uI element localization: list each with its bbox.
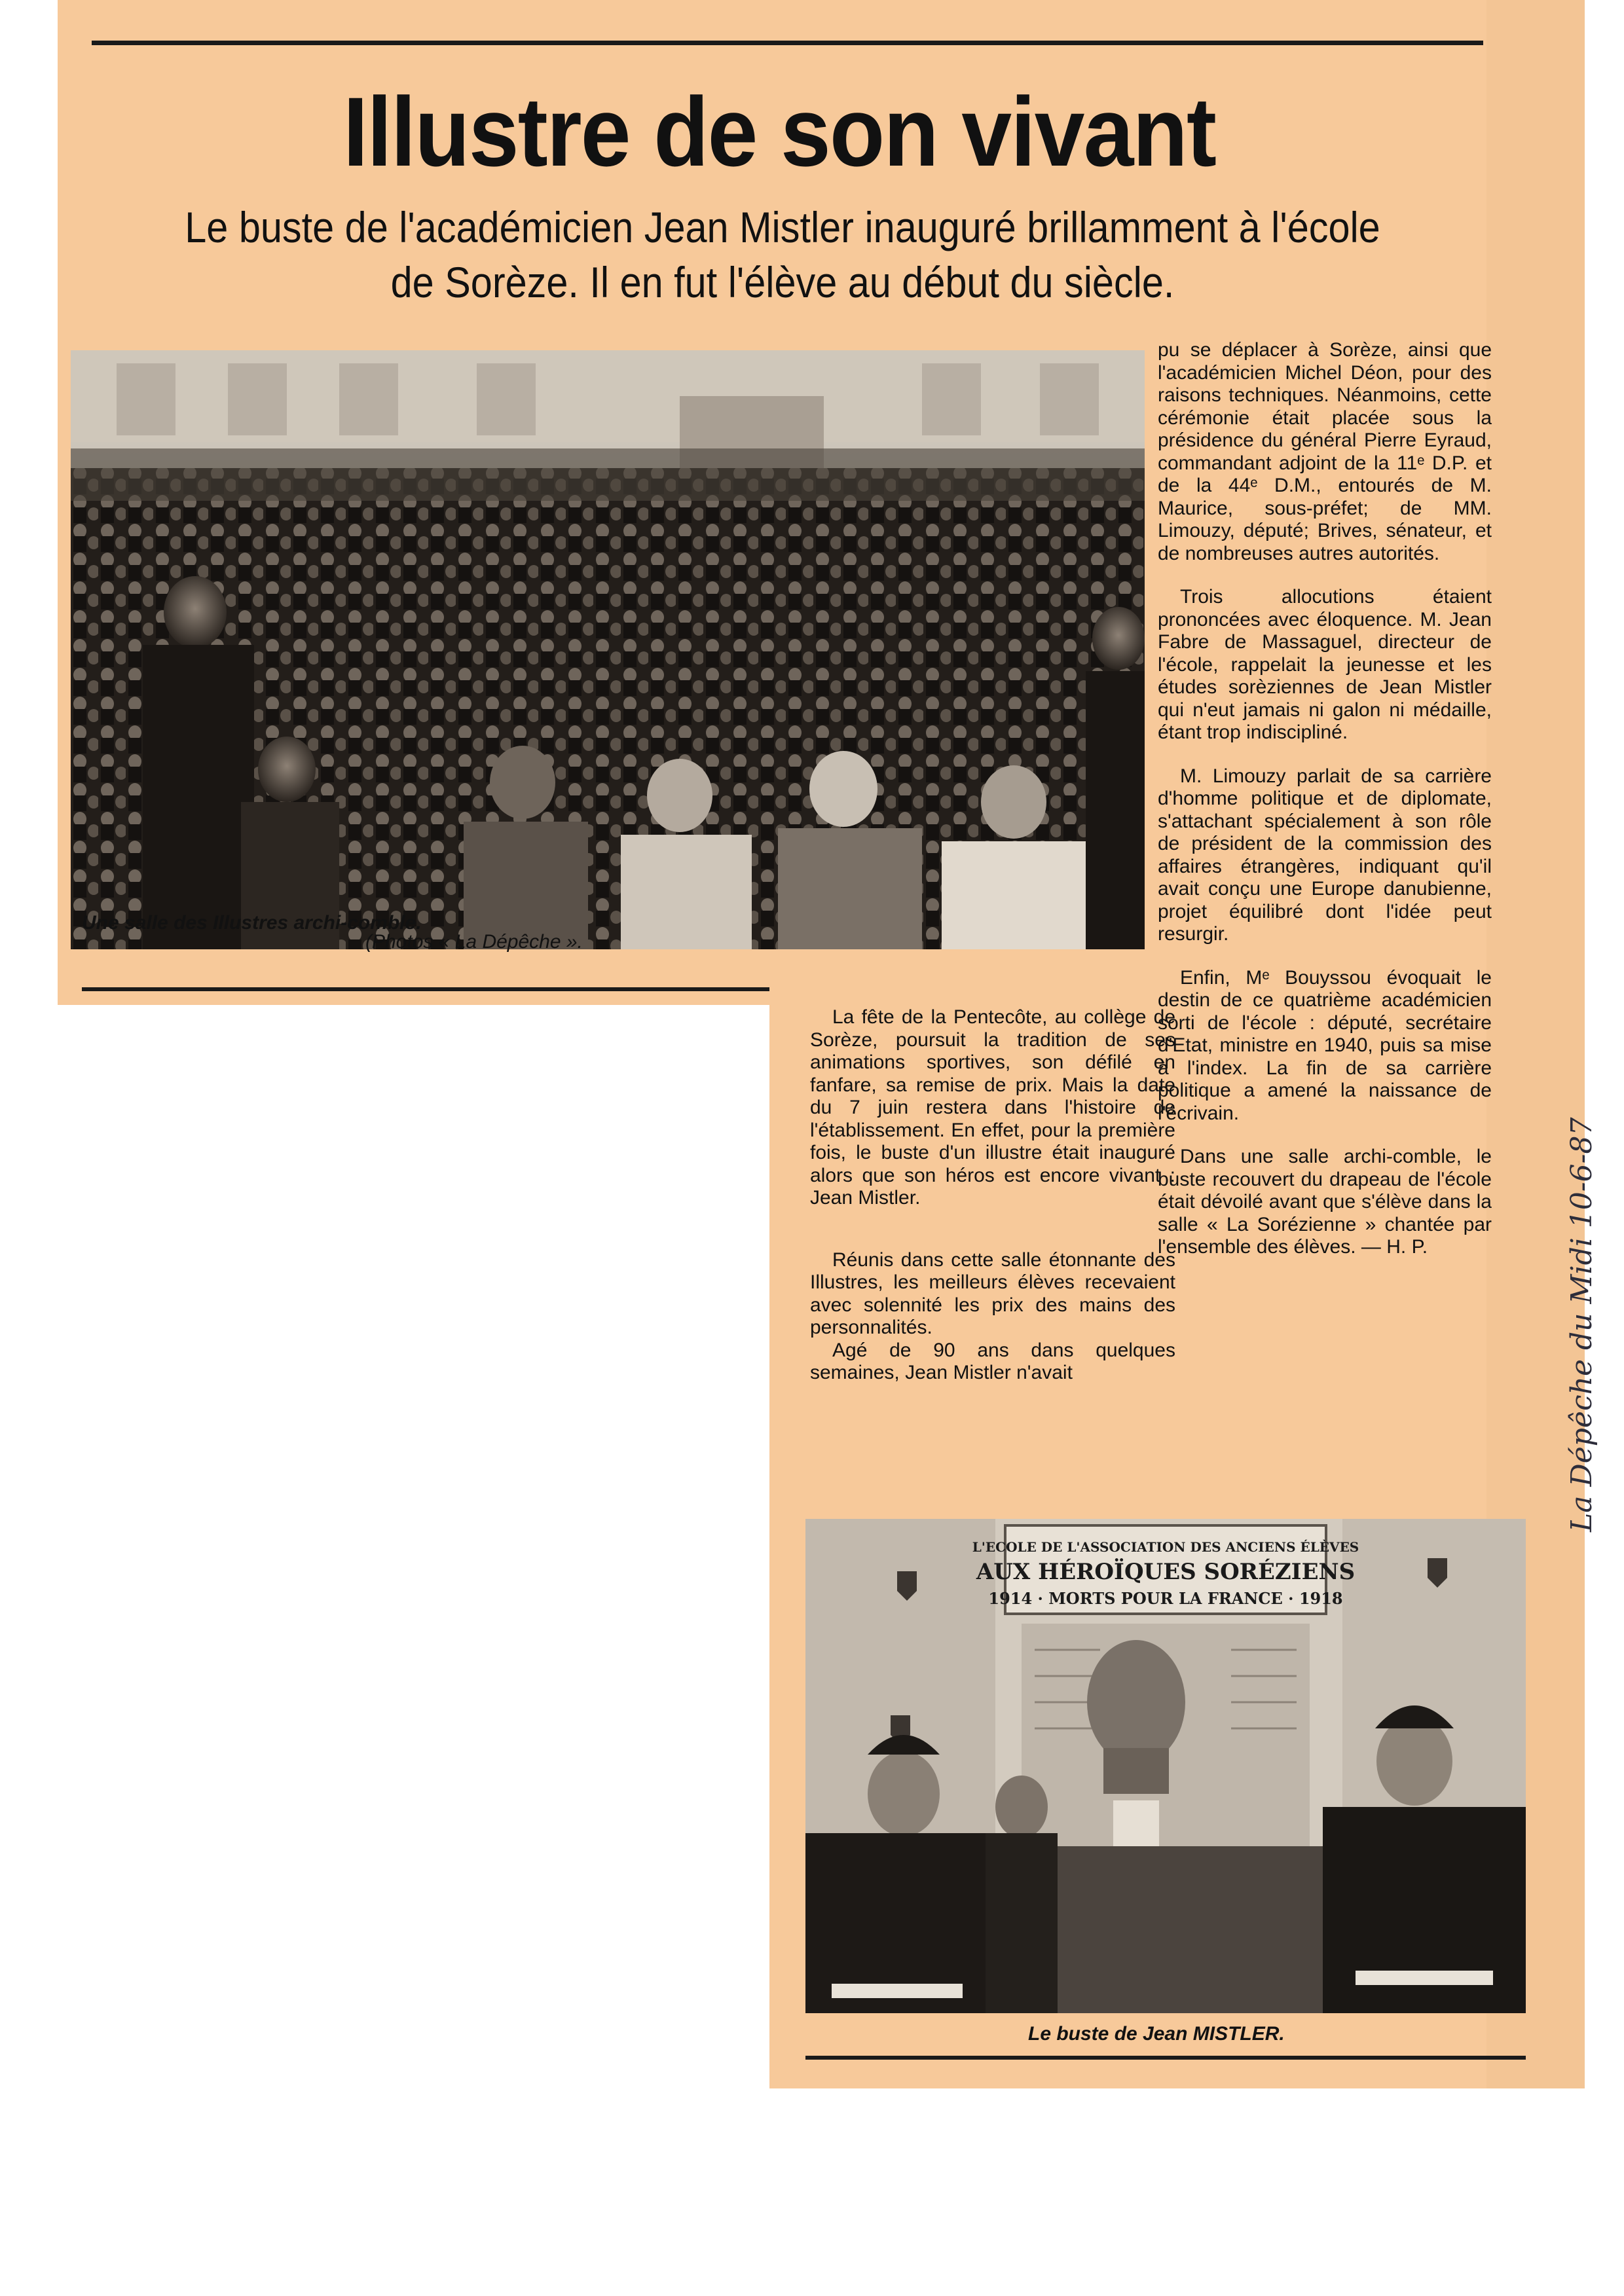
- subheadline: [134, 200, 1431, 310]
- plaque-line-1: L'ECOLE DE L'ASSOCIATION DES ANCIENS ÉLÈVES: [972, 1539, 1359, 1555]
- plaque-line-2: AUX HÉROÏQUES SORÉZIENS: [976, 1559, 1356, 1585]
- left-paragraph-3: Agé de 90 ans dans quelques semaines, Jean Mistler n'avait: [810, 1339, 1175, 1383]
- headline: Illustre de son vivant: [342, 77, 1216, 187]
- handwritten-annotation: La Dépêche du Midi 10-6-87: [1565, 1117, 1598, 1532]
- top-rule: [92, 41, 1483, 45]
- subheadline-line-2: de Sorèze. Il en fut l'élève au début du siècle.: [390, 258, 1175, 306]
- bottom-rule: [805, 2056, 1526, 2060]
- photo-bust: [805, 1519, 1526, 2013]
- photo-bust-image: [805, 1519, 1526, 2013]
- photo-audience-caption-text: Une salle des Illustres archi-comble.: [82, 912, 422, 934]
- photo-bust-caption: [1028, 2023, 1421, 2045]
- right-paragraph-3: M. Limouzy parlait de sa carrière d'homme politique et de diplomate, s'attachant spécialement à son rôle de président de la commission des affaires étrangères, indiquant qu'il avait conçu une Europe danubienne, projet équilibré dont l'idée peut resurgir.: [1158, 765, 1492, 945]
- right-paragraph-2: Trois allocutions étaient prononcées avec éloquence. M. Jean Fabre de Massaguel, directeur de l'école, rappelait la jeunesse et les études sorèziennes de Jean Mistler qui n'eut jamais ni galon ni médaille, étant trop indiscipliné.: [1158, 586, 1492, 743]
- left-paragraph-1: La fête de la Pentecôte, au collège de Sorèze, poursuit la tradition de ses animations sportives, son défilé en fanfare, sa remise de prix. Mais la date du 7 juin restera dans l'histoire de l'établissement. En effet, pour la première fois, le buste d'un illustre était inauguré alors que son héros est encore vivant : Jean Mistler.: [810, 1006, 1175, 1209]
- photo-audience-image: [71, 350, 1145, 949]
- photo-audience: [71, 350, 1145, 949]
- subheadline-line-1: Le buste de l'académicien Jean Mistler inauguré brillamment à l'école: [185, 203, 1380, 251]
- plaque-line-3: 1914 · MORTS POUR LA FRANCE · 1918: [988, 1589, 1343, 1608]
- left-paragraph-2: Réunis dans cette salle étonnante des Illustres, les meilleurs élèves recevaient avec solennité les prix des mains des personnalités.: [810, 1248, 1175, 1338]
- photo-bust-caption-text: Le buste de Jean MISTLER.: [1028, 2023, 1285, 2045]
- left-column: [810, 1006, 1175, 1385]
- right-paragraph-5: Dans une salle archi-comble, le buste recouvert du drapeau de l'école était dévoilé avant que s'élève dans la salle « La Sorézienne » chantée par l'ensemble des élèves. — H. P.: [1158, 1146, 1492, 1258]
- right-column: [1158, 339, 1492, 1259]
- right-paragraph-4: Enfin, Mᵉ Bouyssou évoquait le destin de ce quatrième académicien sorti de l'école : député, secrétaire d'Etat, ministre en 1940, puis sa mise à l'index. La fin de sa carrière politique a amené la naissance de l'écrivain.: [1158, 966, 1492, 1124]
- photo-credit: (Photos « La Dépêche ».: [365, 931, 583, 953]
- mid-rule: [82, 987, 769, 991]
- right-paragraph-1: pu se déplacer à Sorèze, ainsi que l'académicien Michel Déon, pour des raisons techniques. Néanmoins, cette cérémonie était placée sous la présidence du général Pierre Eyraud, commandant adjoint de la 11ᵉ D.P. et de la 44ᵉ D.M., entourés de M. Maurice, sous-préfet; de MM. Limouzy, député; Brives, sénateur, et de nombreuses autres autorités.: [1158, 339, 1492, 564]
